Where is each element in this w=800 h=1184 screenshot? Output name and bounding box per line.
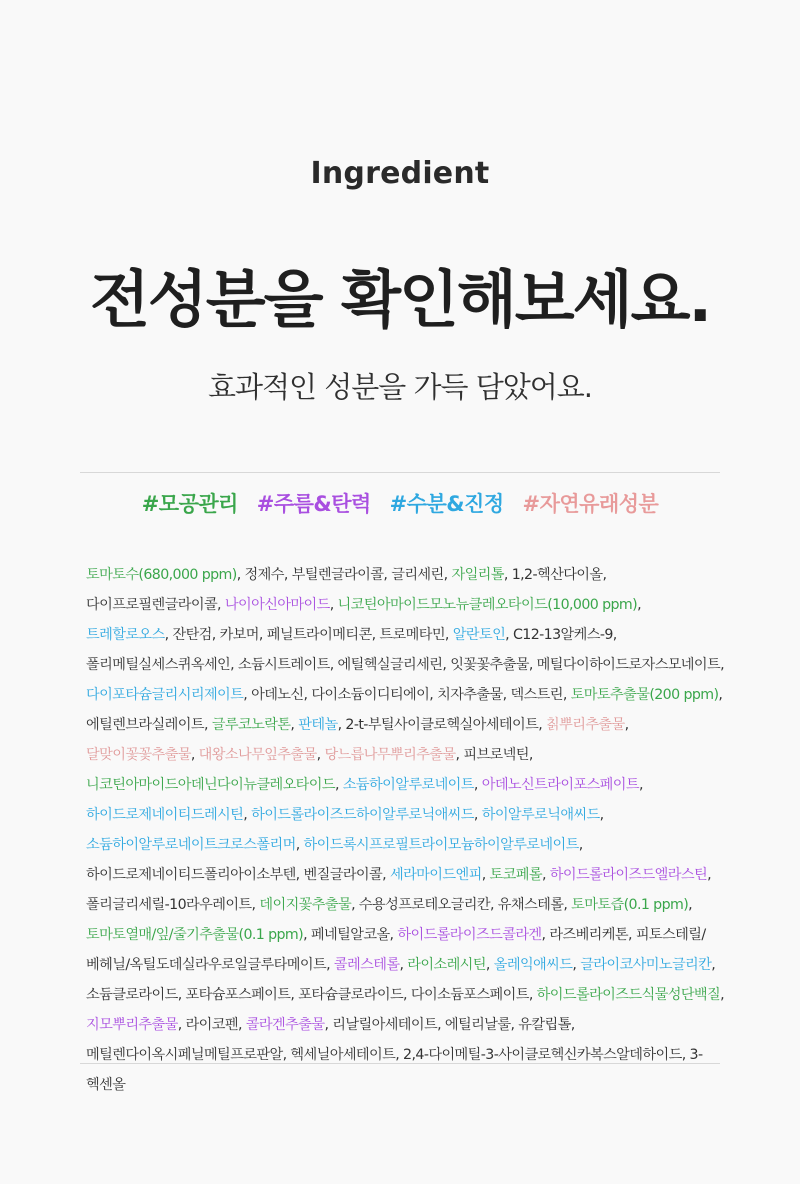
ingredient-text: , 아데노신, 다이소듐이디티에이, 치자추출물, 덱스트린, (243, 687, 571, 703)
ingredient-highlight: 소듐하이알루로네이트크로스폴리머 (86, 837, 296, 853)
ingredient-highlight: 콜라겐추출물 (245, 1017, 325, 1033)
ingredient-highlight: 대왕소나무잎추출물 (198, 747, 317, 763)
ingredient-highlight: 하이드롤라이즈드엘라스틴 (549, 867, 708, 883)
top-divider (80, 472, 720, 473)
ingredient-text: , 페네틸알코올, (303, 927, 398, 943)
ingredient-text: , (399, 957, 408, 973)
ingredient-highlight: 콜레스테롤 (333, 957, 400, 973)
ingredient-text: , (572, 957, 581, 973)
ingredient-text: , (335, 777, 343, 793)
ingredient-text: , 라즈베리케톤, 피토스테릴/베헤닐/옥틸도데실라우로일글루타메이트, (86, 927, 706, 973)
ingredient-text: , (637, 597, 642, 613)
ingredient-text: , C12-13알케스-9, 폴리메틸실세스퀴옥세인, 소듐시트레이트, 에틸헥실글리세린, 잇꽃꽃추출물, 메틸다이하이드로자스모네이트, (86, 627, 725, 673)
ingredient-highlight: 라이소레시틴 (407, 957, 486, 973)
ingredient-highlight: 글루코노락톤 (211, 717, 291, 733)
ingredient-text: , (473, 777, 482, 793)
ingredient-highlight: 아데노신트라이포스페이트 (481, 777, 639, 793)
ingredient-highlight: 니코틴아마이드아데닌다이뉴클레오타이드 (86, 777, 335, 793)
ingredient-text: , (541, 867, 550, 883)
category-tags (0, 488, 800, 518)
ingredient-text: , (481, 867, 490, 883)
ingredient-highlight: 하이드롤라이즈드식물성단백질 (536, 987, 721, 1003)
ingredient-text: , 수용성프로테오글리칸, 유채스테롤, (351, 897, 572, 913)
ingredient-text: , 에틸렌브라실레이트, (86, 687, 723, 733)
ingredient-highlight: 하이드롤라이즈드하이알루로닉애씨드 (251, 807, 474, 823)
ingredient-text: , (295, 837, 304, 853)
ingredient-highlight: 토마토추출물(200 ppm) (570, 687, 719, 703)
ingredient-text: , 피브로넥틴, (455, 747, 533, 763)
ingredient-text: , 정제수, 부틸렌글라이콜, 글리세린, (236, 567, 452, 583)
ingredient-text: , 라이코펜, (177, 1017, 246, 1033)
ingredient-highlight: 판테놀 (298, 717, 338, 733)
ingredient-text: , (638, 777, 643, 793)
ingredient-text: , (720, 987, 725, 1003)
ingredient-highlight: 소듐하이알루로네이트 (342, 777, 474, 793)
ingredient-highlight: 토마토열매/잎/줄기추출물(0.1 ppm) (86, 927, 304, 943)
page-subtitle: 효과적인 성분을 가득 담았어요. (207, 370, 593, 404)
ingredient-highlight: 트레할로오스 (86, 627, 165, 643)
ingredient-highlight: 토마토수(680,000 ppm) (86, 567, 237, 583)
ingredient-highlight: 데이지꽃추출물 (259, 897, 352, 913)
tag-natural-origin: #자연유래성분 (522, 492, 659, 516)
ingredient-highlight: 세라마이드엔피 (389, 867, 482, 883)
ingredient-text: , (316, 747, 325, 763)
ingredient-highlight: 지모뿌리추출물 (86, 1017, 178, 1033)
ingredient-text: , (290, 717, 299, 733)
ingredient-text: , 잔탄검, 카보머, 페닐트라이메티콘, 트로메타민, (164, 627, 453, 643)
ingredient-text: , (688, 897, 693, 913)
ingredient-highlight: 당느릅나무뿌리추출물 (324, 747, 456, 763)
ingredient-highlight: 토마토즙(0.1 ppm) (571, 897, 689, 913)
page-title: 전성분을 확인해보세요. (89, 263, 711, 336)
ingredient-highlight: 하이드로제네이티드레시틴 (86, 807, 244, 823)
ingredient-highlight: 칡뿌리추출물 (546, 717, 625, 733)
tag-wrinkle-elasticity: #주름&탄력 (256, 492, 371, 516)
ingredient-text: , (329, 597, 338, 613)
ingredient-text: , (190, 747, 199, 763)
ingredient-highlight: 하이드롤라이즈드콜라겐 (397, 927, 542, 943)
ingredient-highlight: 하이알루로닉애씨드 (481, 807, 600, 823)
ingredient-text: , 폴리글리세릴-10라우레이트, (86, 867, 711, 913)
ingredient-text: , 소듐클로라이드, 포타슘포스페이트, 포타슘클로라이드, 다이소듐포스페이트, (86, 957, 716, 1003)
ingredient-highlight: 알란토인 (452, 627, 506, 643)
ingredient-text: , 리날릴아세테이트, 에틸리날룰, 유칼립톨, 메틸렌다이옥시페닐메틸프로판알, 헥세닐아세테이트, 2,4-다이메틸-3-사이클로헥신카복스알데하이드, 3-헥센올 (86, 1017, 703, 1093)
section-eyebrow: Ingredient (310, 156, 490, 191)
ingredient-list (86, 560, 726, 1100)
ingredient-highlight: 나이아신아마이드 (224, 597, 330, 613)
ingredient-text: , (473, 807, 482, 823)
ingredient-highlight: 올레익애씨드 (493, 957, 573, 973)
ingredient-text: , 하이드로제네이티드폴리아이소부텐, 벤질글라이콜, (86, 837, 583, 883)
ingredient-highlight: 토코페롤 (489, 867, 542, 883)
ingredient-text: , (599, 807, 604, 823)
ingredient-text: , (485, 957, 494, 973)
bottom-divider (80, 1063, 720, 1064)
ingredient-highlight: 글라이코사미노글리칸 (580, 957, 712, 973)
ingredient-highlight: 달맞이꽃꽃추출물 (86, 747, 191, 763)
ingredient-text: , (624, 717, 629, 733)
ingredient-highlight: 다이포타슘글리시리제이트 (86, 687, 244, 703)
tag-pore-care: #모공관리 (141, 492, 238, 516)
ingredient-highlight: 하이드록시프로필트라이모늄하이알루로네이트 (303, 837, 579, 853)
ingredient-text: , 1,2-헥산다이올, 다이프로필렌글라이콜, (86, 567, 607, 613)
ingredient-text: , 2-t-부틸사이클로헥실아세테이트, (337, 717, 547, 733)
ingredient-highlight: 니코틴아마이드모노뉴클레오타이드(10,000 ppm) (337, 597, 638, 613)
tag-hydration-soothing: #수분&진정 (389, 492, 504, 516)
ingredient-highlight: 자일리톨 (451, 567, 504, 583)
ingredient-text: , (243, 807, 252, 823)
